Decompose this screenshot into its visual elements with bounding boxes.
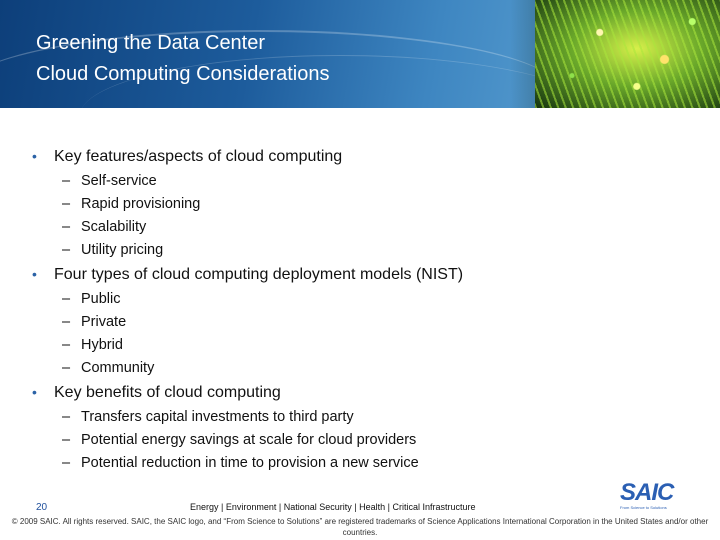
bullet-item [32,266,463,284]
sub-item [62,360,154,376]
sub-item-label: Rapid provisioning [81,196,201,212]
sub-item [62,314,126,330]
sub-item [62,242,163,258]
sub-item-label: Potential reduction in time to provision a new service [81,455,419,471]
page-number: 20 [36,502,48,513]
sub-item-label: Community [81,360,155,376]
sub-item-label: Public [81,291,121,307]
dash-icon: – [62,291,71,307]
dash-icon: – [62,409,71,425]
sub-item-label: Transfers capital investments to third party [81,409,354,425]
title-line-1: Greening the Data Center [36,32,266,54]
bullet-label: Four types of cloud computing deployment models (NIST) [54,266,464,283]
dash-icon: – [62,314,71,330]
sub-item-label: Hybrid [81,337,123,353]
dash-icon: – [62,219,71,235]
sub-item [62,455,419,471]
sub-item-label: Potential energy savings at scale for cloud providers [81,432,417,448]
sub-item [62,196,200,212]
dash-icon: – [62,337,71,353]
dash-icon: – [62,432,71,448]
title-line-2: Cloud Computing Considerations [36,63,330,85]
sub-item [62,219,146,235]
sub-item-label: Private [81,314,127,330]
sub-item-label: Scalability [81,219,147,235]
dash-icon: – [62,360,71,376]
fiber-optic-image [535,0,720,108]
bullet-icon: • [32,266,37,282]
dash-icon: – [62,196,71,212]
header-banner [0,0,720,108]
slide-title [36,28,330,90]
sub-item-label: Self-service [81,173,157,189]
bullet-label: Key features/aspects of cloud computing [54,148,343,165]
saic-logo [620,479,688,510]
sub-item [62,291,121,307]
logo-wordmark: SAIC [620,479,674,506]
dash-icon: – [62,173,71,189]
bullet-item [32,148,342,166]
bullet-icon: • [32,148,37,164]
sub-item [62,173,157,189]
logo-tagline: From Science to Solutions [620,505,667,510]
dash-icon: – [62,242,71,258]
sub-item [62,432,416,448]
sub-item-label: Utility pricing [81,242,164,258]
bullet-item [32,384,281,402]
bullet-label: Key benefits of cloud computing [54,384,281,401]
dash-icon: – [62,455,71,471]
sub-item [62,409,354,425]
copyright-notice: © 2009 SAIC. All rights reserved. SAIC, the SAIC logo, and “From Science to Solutions” are registered trademarks of Science Applications International Corporation in the United States and/or other countries. [11,517,709,537]
footer-sectors: Energy | Environment | National Security | Health | Critical Infrastructure [190,502,476,512]
sub-item [62,337,123,353]
bullet-icon: • [32,384,37,400]
